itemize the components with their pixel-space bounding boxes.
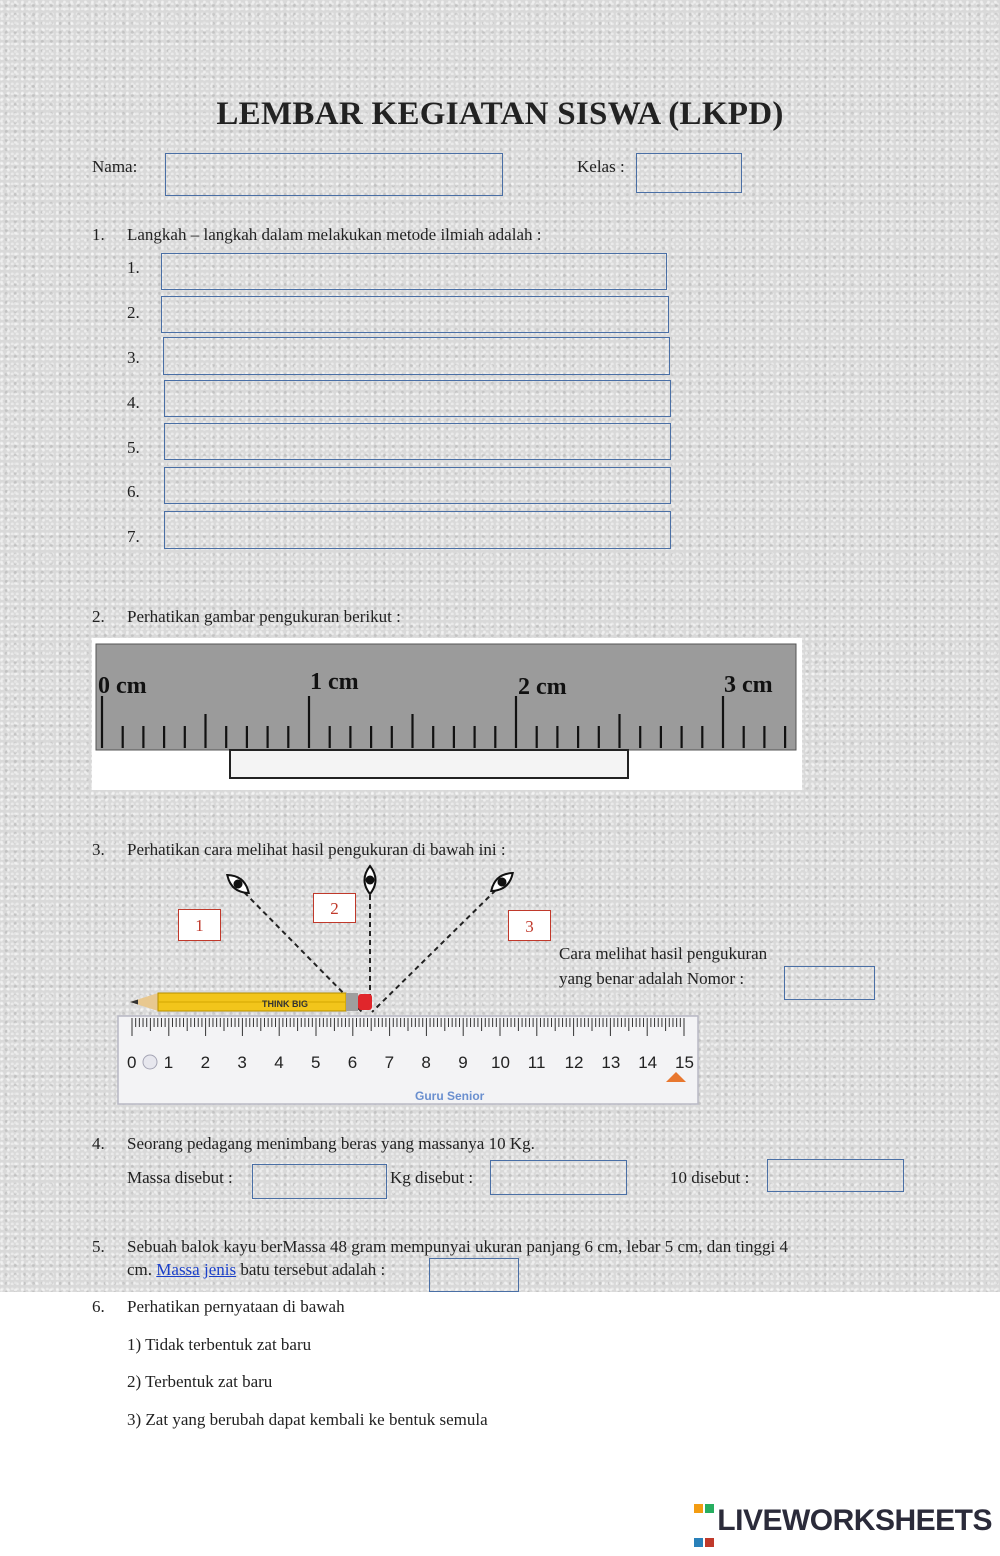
q6-number: 6. — [92, 1297, 105, 1316]
q4-text: Seorang pedagang menimbang beras yang massanya 10 Kg. — [127, 1134, 535, 1153]
ruler-number: 3 — [237, 1053, 247, 1072]
ruler-number: 6 — [347, 1053, 358, 1072]
q6-statement: 3) Zat yang berubah dapat kembali ke bentuk semula — [127, 1410, 488, 1429]
option-label: 1 — [178, 909, 221, 941]
q6-statement: 2) Terbentuk zat baru — [127, 1372, 273, 1391]
ruler-number: 0 — [127, 1053, 137, 1072]
ruler-number: 12 — [564, 1053, 584, 1072]
q1-step-input[interactable] — [164, 380, 671, 417]
option-label: 3 — [508, 910, 551, 941]
massa-input[interactable] — [252, 1164, 387, 1199]
measured-object — [230, 750, 628, 778]
ruler-number: 10 — [491, 1053, 510, 1072]
ruler-number: 11 — [527, 1053, 546, 1072]
q4-number: 4. — [92, 1134, 105, 1153]
page-title: LEMBAR KEGIATAN SISWA (LKPD) — [216, 96, 784, 132]
eye-icon — [488, 869, 517, 895]
q3-answer-input[interactable] — [784, 966, 875, 1000]
q2-text: Perhatikan gambar pengukuran berikut : — [127, 607, 401, 626]
q1-step-input[interactable] — [161, 253, 667, 290]
q1-step-label: 6. — [127, 482, 140, 501]
eye-icon — [224, 871, 253, 897]
q5-suffix: batu tersebut adalah : — [240, 1260, 386, 1279]
ruler-number: 15 — [675, 1053, 694, 1072]
ruler-label: 1 cm — [310, 669, 359, 695]
q3-number: 3. — [92, 840, 105, 859]
massa-link[interactable]: Massa — [156, 1260, 200, 1279]
q1-step-label: 3. — [127, 348, 140, 367]
q2-number: 2. — [92, 607, 105, 626]
pencil-icon — [130, 993, 372, 1011]
q5-text-cont — [127, 1260, 385, 1280]
option-label: 2 — [313, 893, 356, 923]
q1-number: 1. — [92, 225, 105, 244]
ruler-body — [96, 644, 796, 750]
q6-statement: 1) Tidak terbentuk zat baru — [127, 1335, 312, 1354]
q1-step-input[interactable] — [164, 423, 671, 460]
ruler-number: 13 — [601, 1053, 621, 1072]
q1-step-label: 1. — [127, 258, 140, 277]
sight-line-3 — [372, 884, 502, 1012]
ruler-number: 9 — [458, 1053, 468, 1072]
ruler-number: 14 — [638, 1053, 658, 1072]
ruler-number: 7 — [384, 1053, 395, 1072]
q6-text: Perhatikan pernyataan di bawah — [127, 1297, 345, 1316]
jenis-link[interactable]: jenis — [203, 1260, 237, 1279]
ruler-label: 3 cm — [724, 672, 773, 698]
ruler-label: 0 cm — [98, 673, 147, 699]
q1-text: Langkah – langkah dalam melakukan metode ilmiah adalah : — [127, 225, 542, 244]
ten-input[interactable] — [767, 1159, 904, 1192]
ruler-brand: Guru Senior — [415, 1089, 485, 1103]
q1-step-input[interactable] — [161, 296, 669, 333]
q1-step-label: 4. — [127, 393, 140, 412]
ten-label: 10 disebut : — [670, 1168, 750, 1187]
q1-step-input[interactable] — [164, 467, 671, 504]
eye-icon — [365, 866, 376, 894]
q1-step-input[interactable] — [164, 511, 671, 549]
kg-input[interactable] — [490, 1160, 627, 1195]
nama-input[interactable] — [165, 153, 503, 196]
ruler-number: 2 — [200, 1053, 211, 1072]
brand-text: LIVEWORKSHEETS — [717, 1503, 992, 1537]
q5-text: Sebuah balok kayu berMassa 48 gram mempunyai ukuran panjang 6 cm, lebar 5 cm, dan tinggi 4 — [127, 1237, 788, 1256]
q5-answer-input[interactable] — [429, 1258, 519, 1292]
q3-text: Perhatikan cara melihat hasil pengukuran di bawah ini : — [127, 840, 506, 859]
measurement-ruler-image — [92, 638, 802, 790]
nama-label: Nama: — [92, 157, 138, 176]
liveworksheets-icon — [693, 1488, 715, 1556]
q1-step-label: 5. — [127, 438, 140, 457]
kg-label: Kg disebut : — [390, 1168, 474, 1187]
q5-number: 5. — [92, 1237, 105, 1256]
ruler-hole — [143, 1055, 157, 1069]
massa-label: Massa disebut : — [127, 1168, 233, 1187]
ruler-label: 2 cm — [518, 674, 567, 700]
kelas-input[interactable] — [636, 153, 742, 193]
q3-answer-text: Cara melihat hasil pengukuran — [559, 944, 768, 963]
q1-step-label: 7. — [127, 527, 140, 546]
liveworksheets-logo — [693, 1488, 992, 1556]
q1-step-label: 2. — [127, 303, 140, 322]
ruler-number: 4 — [274, 1053, 284, 1072]
q3-answer-text: yang benar adalah Nomor : — [559, 969, 745, 988]
pencil-text: THINK BIG — [262, 999, 308, 1009]
ruler-number: 8 — [421, 1053, 431, 1072]
q5-prefix: cm. — [127, 1260, 153, 1279]
ruler-number: 1 — [163, 1053, 174, 1072]
ruler-number: 5 — [311, 1053, 321, 1072]
q1-step-input[interactable] — [163, 337, 670, 375]
kelas-label: Kelas : — [577, 157, 625, 176]
